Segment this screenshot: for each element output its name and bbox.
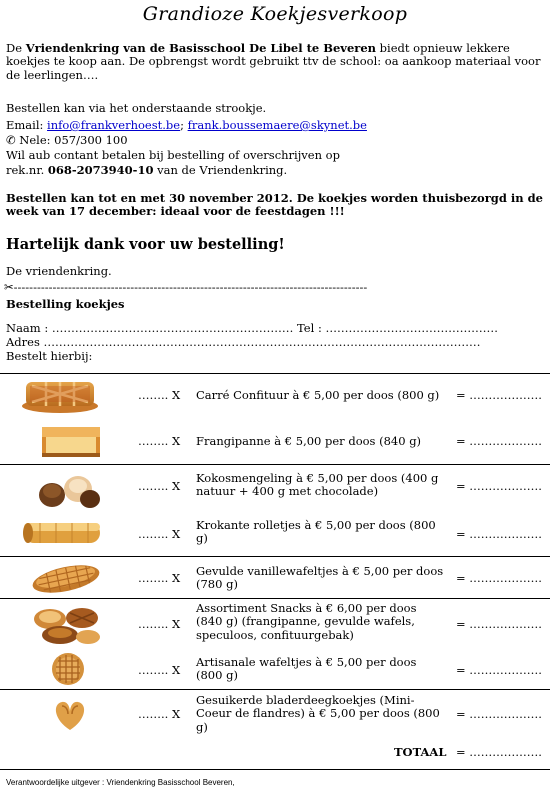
item-total: = ……………….	[456, 663, 542, 677]
name-phone-field: Naam : ……………………………………………………… Tel : ………………………………………	[6, 321, 498, 335]
email-link-info[interactable]: info@frankverhoest.be	[47, 118, 181, 132]
item-description: Frangipanne à € 5,00 per doos (840 g)	[196, 434, 422, 448]
coconut-cookie-icon	[36, 471, 102, 511]
item-total: = ……………….	[456, 617, 542, 631]
palmier-icon	[50, 698, 90, 734]
item-total: = ……………….	[456, 434, 542, 448]
cut-line: ✂-------------------------------------------------------------------------------------------	[4, 281, 368, 294]
intro-paragraph	[6, 42, 542, 82]
total-label: TOTAAL	[394, 745, 447, 759]
item-total: = ……………….	[456, 527, 542, 541]
quantity-field: …….. X	[138, 707, 181, 721]
item-total: = ……………….	[456, 571, 542, 585]
quantity-field: …….. X	[138, 434, 181, 448]
item-description: Gevulde vanillewafeltjes à € 5,00 per doos (780 g)	[196, 564, 444, 592]
signoff: De vriendenkring.	[6, 264, 112, 278]
item-total: = ……………….	[456, 388, 542, 402]
item-description: Krokante rolletjes à € 5,00 per doos (800 g)	[196, 518, 436, 546]
quantity-field: …….. X	[138, 571, 181, 585]
item-total: = ……………….	[456, 707, 542, 721]
section-divider	[0, 598, 550, 599]
item-description: Carré Confituur à € 5,00 per doos (800 g)	[196, 388, 440, 402]
email-line: Email: info@frankverhoest.be; frank.boussemaere@skynet.be	[6, 118, 367, 132]
intro-text-2: biedt opnieuw lekkere koekjes te koop aan. De opbrengst wordt gebruikt ttv de school: oa aankoop materiaal voor de leerlingen….	[6, 41, 541, 82]
payment-line: Wil aub contant betalen bij bestelling of overschrijven op	[6, 148, 340, 162]
address-field: Adres ……………………………………………………………………………………………………	[6, 335, 481, 349]
item-description: Artisanale wafeltjes à € 5,00 per doos (800 g)	[196, 655, 417, 683]
quantity-field: …….. X	[138, 479, 181, 493]
email-link-frank[interactable]: frank.boussemaere@skynet.be	[187, 118, 367, 132]
item-description: Gesuikerde bladerdeegkoekjes (Mini-Coeur de flandres) à € 5,00 per doos (800 g)	[196, 693, 440, 734]
deadline-notice: Bestellen kan tot en met 30 november 2012. De koekjes worden thuisbezorgd in de week van 17 december: ideaal voor de feestdagen !!!	[6, 191, 543, 219]
section-divider	[0, 373, 550, 374]
order-here-label: Bestelt hierbij:	[6, 349, 93, 363]
jam-tart-icon	[20, 376, 100, 414]
quantity-field: …….. X	[138, 663, 181, 677]
footer-publisher: Verantwoordelijke uitgever : Vriendenkring Basisschool Beveren,	[6, 778, 235, 787]
organisation-name: Vriendenkring van de Basisschool De Libel te Beveren	[25, 41, 377, 55]
phone-line: ✆ Nele: 057/300 100	[6, 133, 128, 147]
item-description: Assortiment Snacks à € 6,00 per doos (840 g) (frangipanne, gevulde wafels, speculoos, confituurgebak)	[196, 601, 417, 642]
snack-assortment-icon	[30, 605, 104, 645]
account-line: rek.nr. 068-2073940-10 van de Vriendenkring.	[6, 163, 288, 177]
account-number: 068-2073940-10	[47, 163, 154, 177]
quantity-field: …….. X	[138, 617, 181, 631]
quantity-field: …….. X	[138, 388, 181, 402]
section-divider	[0, 556, 550, 557]
intro-text-1: De	[6, 41, 26, 55]
thanks-heading: Hartelijk dank voor uw bestelling!	[6, 236, 285, 253]
section-divider	[0, 464, 550, 465]
crispy-roll-icon	[20, 517, 104, 549]
waffle-icon	[46, 651, 90, 687]
vanilla-wafer-icon	[28, 561, 104, 597]
page-title: Grandioze Koekjesverkoop	[142, 3, 408, 25]
item-description: Kokosmengeling à € 5,00 per doos (400 g natuur + 400 g met chocolade)	[196, 471, 439, 499]
item-total: = ……………….	[456, 479, 542, 493]
order-instructions: Bestellen kan via het onderstaande strookje.	[6, 101, 267, 115]
section-divider	[0, 689, 550, 690]
frangipane-icon	[38, 421, 104, 461]
footer-divider	[0, 769, 550, 770]
grand-total: = ……………….	[456, 745, 542, 759]
form-heading: Bestelling koekjes	[6, 297, 125, 311]
quantity-field: …….. X	[138, 527, 181, 541]
